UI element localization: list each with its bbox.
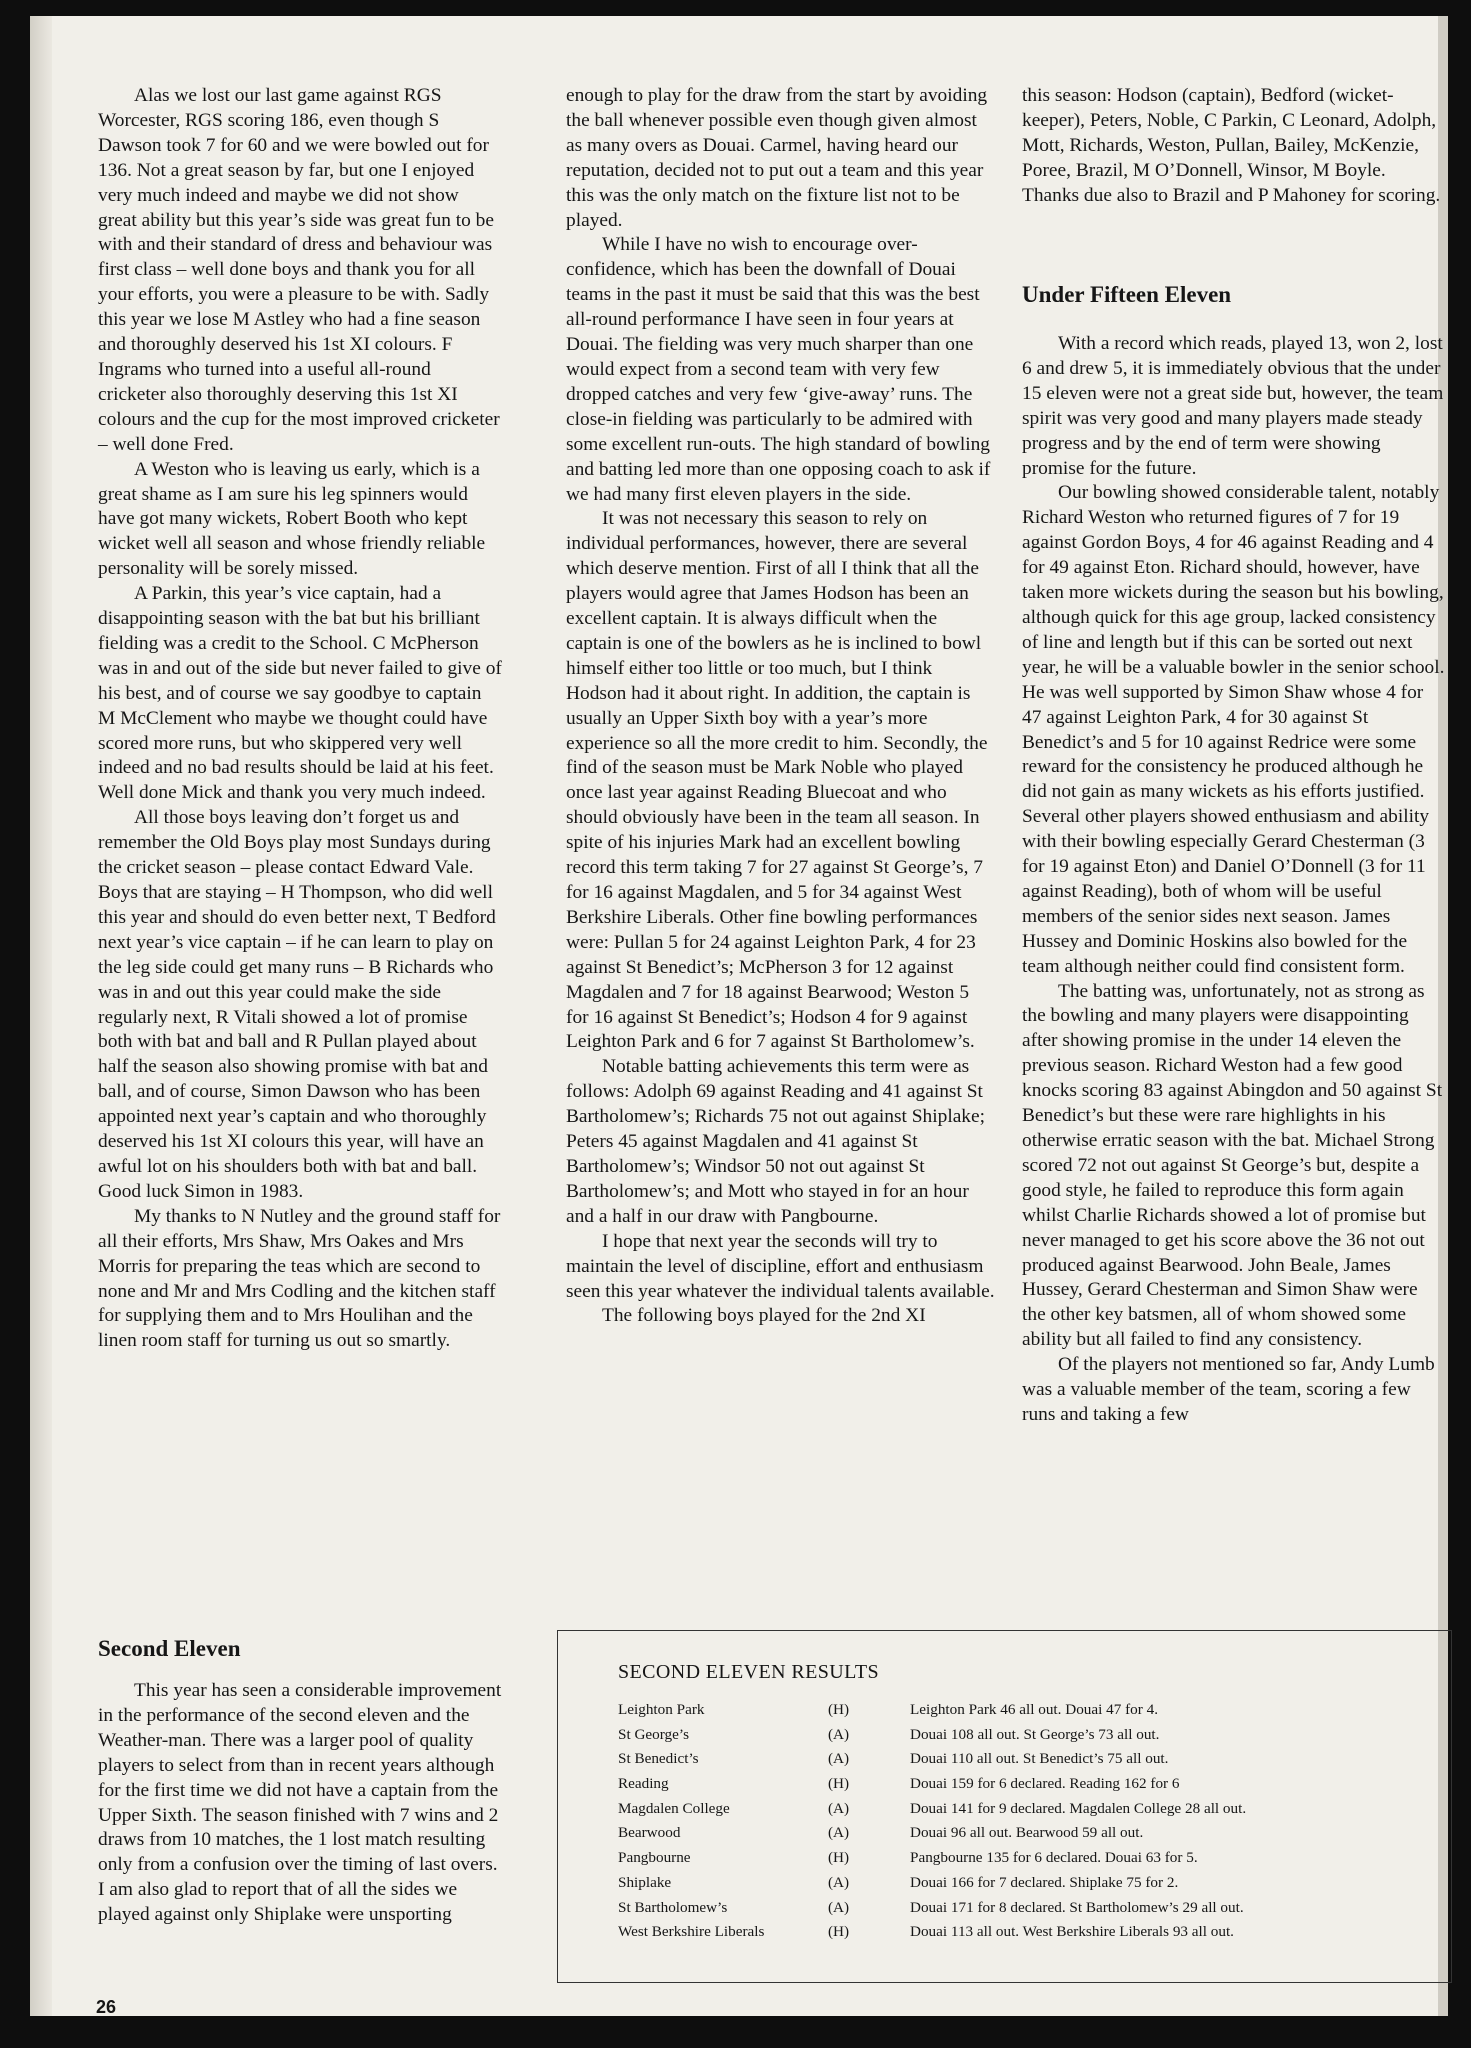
paragraph: Alas we lost our last game against RGS Worcester, RGS scoring 186, even though S Dawson took 7 for 60 and we were bowled out for 136. Not a great season by far, but one I enjoyed very much indeed and maybe we did not show great ability but this year’s side was great fun to be with and their standard of dress and behaviour was first class – well done boys and thank you for all your efforts, you were a pleasure to be with. Sadly this year we lose M Astley who had a fine season and thoroughly deserved his 1st XI colours. F Ingrams who turned into a useful all-round cricketer also thoroughly deserving this 1st XI colours and the cup for the most improved cricketer – well done Fred. <box>98 85 500 455</box>
result-cell: Douai 159 for 6 declared. Reading 162 for 6 <box>910 1775 1180 1793</box>
result-cell: Douai 96 all out. Bearwood 59 all out. <box>910 1824 1144 1842</box>
opponent-cell: Leighton Park <box>618 1701 705 1718</box>
paragraph: A Parkin, this year’s vice captain, had a disappointing season with the bat but his brilliant fielding was a credit to the School. C McPherson was in and out of the side but never failed to give of his best, and of course we say goodbye to captain M McClement who maybe we thought could have scored more runs, but who skippered very well indeed and no bad results should be laid at his feet. Well done Mick and thank you very much indeed. <box>98 583 502 804</box>
paragraph: The following boys played for the 2nd XI <box>602 1305 926 1327</box>
paragraph: Notable batting achievements this term were as follows: Adolph 69 against Reading and 41 against St Bartholomew’s; Richards 75 not out against Shiplake; Peters 45 against Magdalen and 41 against St Bartholomew’s; Windsor 50 not out against St Bartholomew’s; and Mott who stayed in for an hour and a half in our draw with Pangbourne. <box>566 1056 986 1227</box>
table-row <box>618 1701 1246 1726</box>
opponent-cell: Shiplake <box>618 1873 672 1891</box>
paragraph: With a record which reads, played 13, won 2, lost 6 and drew 5, it is immediately obvious that the under 15 eleven were not a great side but, however, the team spirit was very good and many players made steady progress and by the end of term were showing promise for the future. <box>1022 333 1444 479</box>
paragraph: I hope that next year the seconds will try to maintain the level of discipline, effort and enthusiasm seen this year whatever the individual talents available. <box>566 1230 995 1302</box>
opponent-cell: Reading <box>618 1775 669 1793</box>
result-cell: Douai 166 for 7 declared. Shiplake 75 for 2. <box>910 1873 1179 1891</box>
table-row <box>618 1824 1246 1849</box>
paragraph: this season: Hodson (captain), Bedford (wicket-keeper), Peters, Noble, C Parkin, C Leonard, Adolph, Mott, Richards, Weston, Pullan, Bailey, McKenzie, Poree, Brazil, M O’Donnell, Winsor, M Boyle. Thanks due also to Brazil and P Mahoney for scoring. <box>1022 85 1441 206</box>
page-number: 26 <box>96 1997 117 2017</box>
table-row <box>618 1750 1246 1775</box>
table-row <box>618 1899 1246 1924</box>
opponent-cell: Bearwood <box>618 1824 681 1842</box>
venue-cell: (A) <box>828 1898 850 1916</box>
results-table <box>618 1701 1246 1948</box>
venue-cell: (A) <box>828 1824 850 1842</box>
second-eleven-heading: Second Eleven <box>98 1636 241 1661</box>
opponent-cell: St Bartholomew’s <box>618 1898 728 1916</box>
column-1 <box>98 84 502 1354</box>
venue-cell: (H) <box>828 1775 850 1793</box>
paragraph: The batting was, unfortunately, not as strong as the bowling and many players were disappointing after showing promise in the under 14 eleven the previous season. Richard Weston had a few good knocks scoring 83 against Abingdon and 50 against St Benedict’s but these were rare highlights in his otherwise erratic season with the bat. Michael Strong scored 72 not out against St George’s but, despite a good style, he failed to reproduce this form again whilst Charlie Richards showed a lot of promise but never managed to get his score above the 36 not out produced against Bearwood. John Beale, James Hussey, Gerard Chesterman and Simon Shaw were the other key batsmen, all of whom showed some ability but all failed to find any consistency. <box>1022 980 1443 1351</box>
venue-cell: (H) <box>828 1849 850 1867</box>
venue-cell: (H) <box>828 1701 850 1718</box>
column-1-second-eleven <box>98 1679 502 1928</box>
column-2 <box>566 84 996 1329</box>
table-row <box>618 1923 1246 1948</box>
paragraph: Our bowling showed considerable talent, notably Richard Weston who returned figures of 7 for 19 against Gordon Boys, 4 for 46 against Reading and 4 for 49 against Eton. Richard should, however, have taken more wickets during the season but his bowling, although quick for this age group, lacked consistency of line and length but if this can be sorted out next year, he will be a valuable bowler in the senior school. He was well supported by Simon Shaw whose 4 for 47 against Leighton Park, 4 for 30 against St Benedict’s and 5 for 10 against Redrice were some reward for the consistency he produced although he did not gain as many wickets as his efforts justified. Several other players showed enthusiasm and ability with their bowling especially Gerard Chesterman (3 for 19 against Eton) and Daniel O’Donnell (3 for 11 against Reading), both of whom will be useful members of the senior sides next season. James Hussey and Dominic Hoskins also bowled for the team although neither could find consistent form. <box>1022 482 1445 977</box>
under-fifteen-heading: Under Fifteen Eleven <box>1022 282 1232 307</box>
paragraph: This year has seen a considerable improvement in the performance of the second eleven and the Weather-man. There was a larger pool of quality players to select from than in recent years although for the first time we did not have a captain from the Upper Sixth. The season finished with 7 wins and 2 draws from 10 matches, the 1 lost match resulting only from a confusion over the timing of last overs. I am also glad to report that of all the sides we played against only Shiplake were unsporting <box>98 1680 502 1926</box>
paragraph: My thanks to N Nutley and the ground staff for all their efforts, Mrs Shaw, Mrs Oakes and Mrs Morris for preparing the teas which are second to none and Mr and Mrs Codling and the kitchen staff for supplying them and to Mrs Houlihan and the linen room staff for turning us out so smartly. <box>98 1205 501 1352</box>
opponent-cell: St Benedict’s <box>618 1750 699 1768</box>
paragraph: A Weston who is leaving us early, which is a great shame as I am sure his leg spinners would have got many wickets, Robert Booth who kept wicket well all season and whose friendly reliable personality will be sorely missed. <box>98 458 486 580</box>
result-cell: Pangbourne 135 for 6 declared. Douai 63 for 5. <box>910 1849 1198 1867</box>
opponent-cell: West Berkshire Liberals <box>618 1923 765 1941</box>
venue-cell: (A) <box>828 1725 850 1743</box>
table-row <box>618 1775 1246 1800</box>
column-3 <box>1022 84 1446 209</box>
opponent-cell: St George’s <box>618 1725 690 1743</box>
result-cell: Douai 108 all out. St George’s 73 all out. <box>910 1725 1160 1743</box>
paragraph: Of the players not mentioned so far, Andy Lumb was a valuable member of the team, scoring a few runs and taking a few <box>1022 1354 1435 1425</box>
paragraph: It was not necessary this season to rely on individual performances, however, there are several which deserve mention. First of all I think that all the players would agree that James Hodson has been an excellent captain. It is always difficult when the captain is one of the bowlers as he is inclined to bowl himself either too little or too much, but I think Hodson had it about right. In addition, the captain is usually an Upper Sixth boy with a year’s more experience so all the more credit to him. Secondly, the find of the season must be Mark Noble who played once last year against Reading Bluecoat and who should obviously have been in the team all season. In spite of his injuries Mark had an excellent bowling record this term taking 7 for 27 against St George’s, 7 for 16 against Magdalen, and 5 for 34 against West Berkshire Liberals. Other fine bowling performances were: Pullan 5 for 24 against Leighton Park, 4 for 23 against St Benedict’s; McPherson 3 for 12 against Magdalen and 7 for 18 against Bearwood; Weston 5 for 16 against St Benedict’s; Hodson 4 for 9 against Leighton Park and 6 for 7 against St Bartholomew’s. <box>566 508 988 1053</box>
result-cell: Douai 141 for 9 declared. Magdalen College 28 all out. <box>910 1799 1247 1817</box>
opponent-cell: Pangbourne <box>618 1849 691 1867</box>
results-title: SECOND ELEVEN RESULTS <box>618 1661 880 1683</box>
results-box <box>557 1630 1452 1983</box>
binding-gutter <box>30 16 52 2016</box>
result-cell: Douai 171 for 8 declared. St Bartholomew’s 29 all out. <box>910 1898 1244 1916</box>
venue-cell: (A) <box>828 1799 850 1817</box>
paragraph: enough to play for the draw from the start by avoiding the ball whenever possible even though given almost as many overs as Douai. Carmel, having heard our reputation, decided not to put out a team and this year this was the only match on the fixture list not to be played. <box>566 85 988 231</box>
table-row <box>618 1800 1246 1825</box>
result-cell: Douai 113 all out. West Berkshire Liberals 93 all out. <box>910 1923 1234 1941</box>
column-3-under-fifteen <box>1022 332 1446 1428</box>
opponent-cell: Magdalen College <box>618 1799 730 1817</box>
table-row <box>618 1726 1246 1751</box>
page <box>30 16 1448 2016</box>
result-cell: Douai 110 all out. St Benedict’s 75 all out. <box>910 1750 1169 1768</box>
venue-cell: (H) <box>828 1923 850 1941</box>
paragraph: All those boys leaving don’t forget us and remember the Old Boys play most Sundays during the cricket season – please contact Edward Vale. Boys that are staying – H Thompson, who did well this year and should do even better next, T Bedford next year’s vice captain – if he can learn to play on the leg side could get many runs – B Richards who was in and out this year could make the side regularly next, R Vitali showed a lot of promise both with bat and ball and R Pullan played about half the season also showing promise with bat and ball, and of course, Simon Dawson who has been appointed next year’s captain and who thoroughly deserved his 1st XI colours this year, will have an awful lot on his shoulders both with bat and ball. Good luck Simon in 1983. <box>98 807 496 1202</box>
venue-cell: (A) <box>828 1750 850 1768</box>
result-cell: Leighton Park 46 all out. Douai 47 for 4. <box>910 1701 1159 1718</box>
table-row <box>618 1874 1246 1899</box>
table-row <box>618 1849 1246 1874</box>
paragraph: While I have no wish to encourage over-confidence, which has been the downfall of Douai teams in the past it must be said that this was the best all-round performance I have seen in four years at Douai. The fielding was very much sharper than one would expect from a second team with very few dropped catches and very few ‘give-away’ runs. The close-in fielding was particularly to be admired with some excellent run-outs. The high standard of bowling and batting led more than one opposing coach to ask if we had many first eleven players in the side. <box>566 234 991 505</box>
venue-cell: (A) <box>828 1873 850 1891</box>
